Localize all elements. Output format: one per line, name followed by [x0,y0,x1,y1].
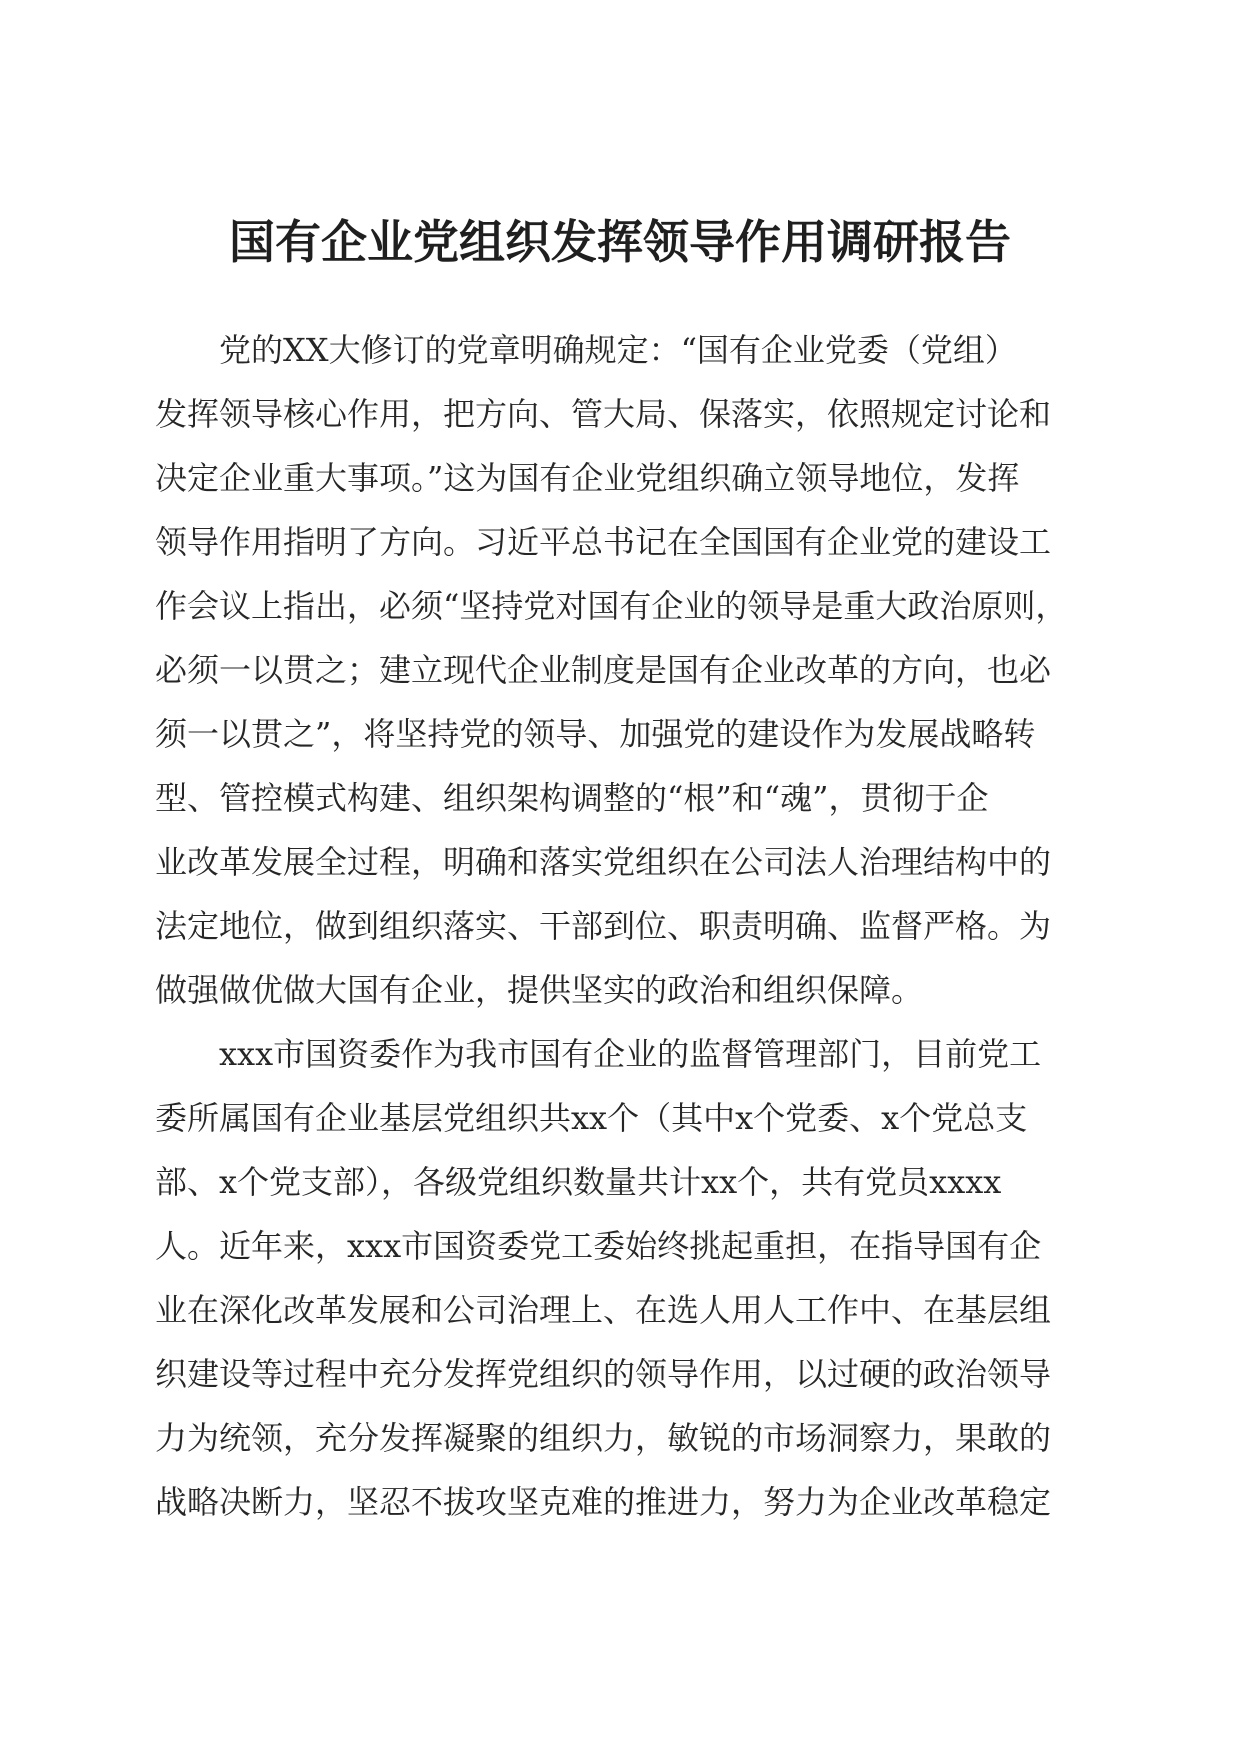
paragraph-line: 部、x个党支部），各级党组织数量共计xx个，共有党员xxxx [155,1163,1002,1201]
paragraph-line: 领导作用指明了方向。习近平总书记在全国国有企业党的建设工 [155,523,1052,561]
document-title: 国有企业党组织发挥领导作用调研报告 [229,215,1011,269]
paragraph-line: 做强做优做大国有企业，提供坚实的政治和组织保障。 [155,971,924,1009]
paragraph-line: 党的XX大修订的党章明确规定：“国有企业党委（党组） [219,331,1017,369]
paragraph-line: xxx市国资委作为我市国有企业的监督管理部门，目前党工 [219,1035,1042,1073]
paragraph-line: 作会议上指出，必须“坚持党对国有企业的领导是重大政治原则， [155,587,1068,625]
paragraph-line: 业在深化改革发展和公司治理上、在选人用人工作中、在基层组 [155,1291,1052,1329]
paragraph-line: 业改革发展全过程，明确和落实党组织在公司法人治理结构中的 [155,843,1052,881]
paragraph-line: 决定企业重大事项。”这为国有企业党组织确立领导地位，发挥 [155,459,1020,497]
paragraph-line: 法定地位，做到组织落实、干部到位、职责明确、监督严格。为 [155,907,1052,945]
paragraph-line: 发挥领导核心作用，把方向、管大局、保落实，依照规定讨论和 [155,395,1052,433]
paragraph-line: 委所属国有企业基层党组织共xx个（其中x个党委、x个党总支 [155,1099,1028,1137]
paragraph-line: 战略决断力，坚忍不拔攻坚克难的推进力，努力为企业改革稳定 [155,1483,1052,1521]
paragraph-line: 必须一以贯之；建立现代企业制度是国有企业改革的方向，也必 [155,651,1052,689]
paragraph-line: 织建设等过程中充分发挥党组织的领导作用，以过硬的政治领导 [155,1355,1052,1393]
paragraph-1 [155,318,1085,1022]
paragraph-line: 须一以贯之”，将坚持党的领导、加强党的建设作为发展战略转 [155,715,1036,753]
paragraph-2 [155,1022,1085,1534]
paragraph-line: 人。近年来，xxx市国资委党工委始终挑起重担，在指导国有企 [155,1227,1042,1265]
document-body [155,318,1085,1534]
paragraph-line: 型、管控模式构建、组织架构调整的“根”和“魂”，贯彻于企 [155,779,989,817]
paragraph-line: 力为统领，充分发挥凝聚的组织力，敏锐的市场洞察力，果敢的 [155,1419,1052,1457]
